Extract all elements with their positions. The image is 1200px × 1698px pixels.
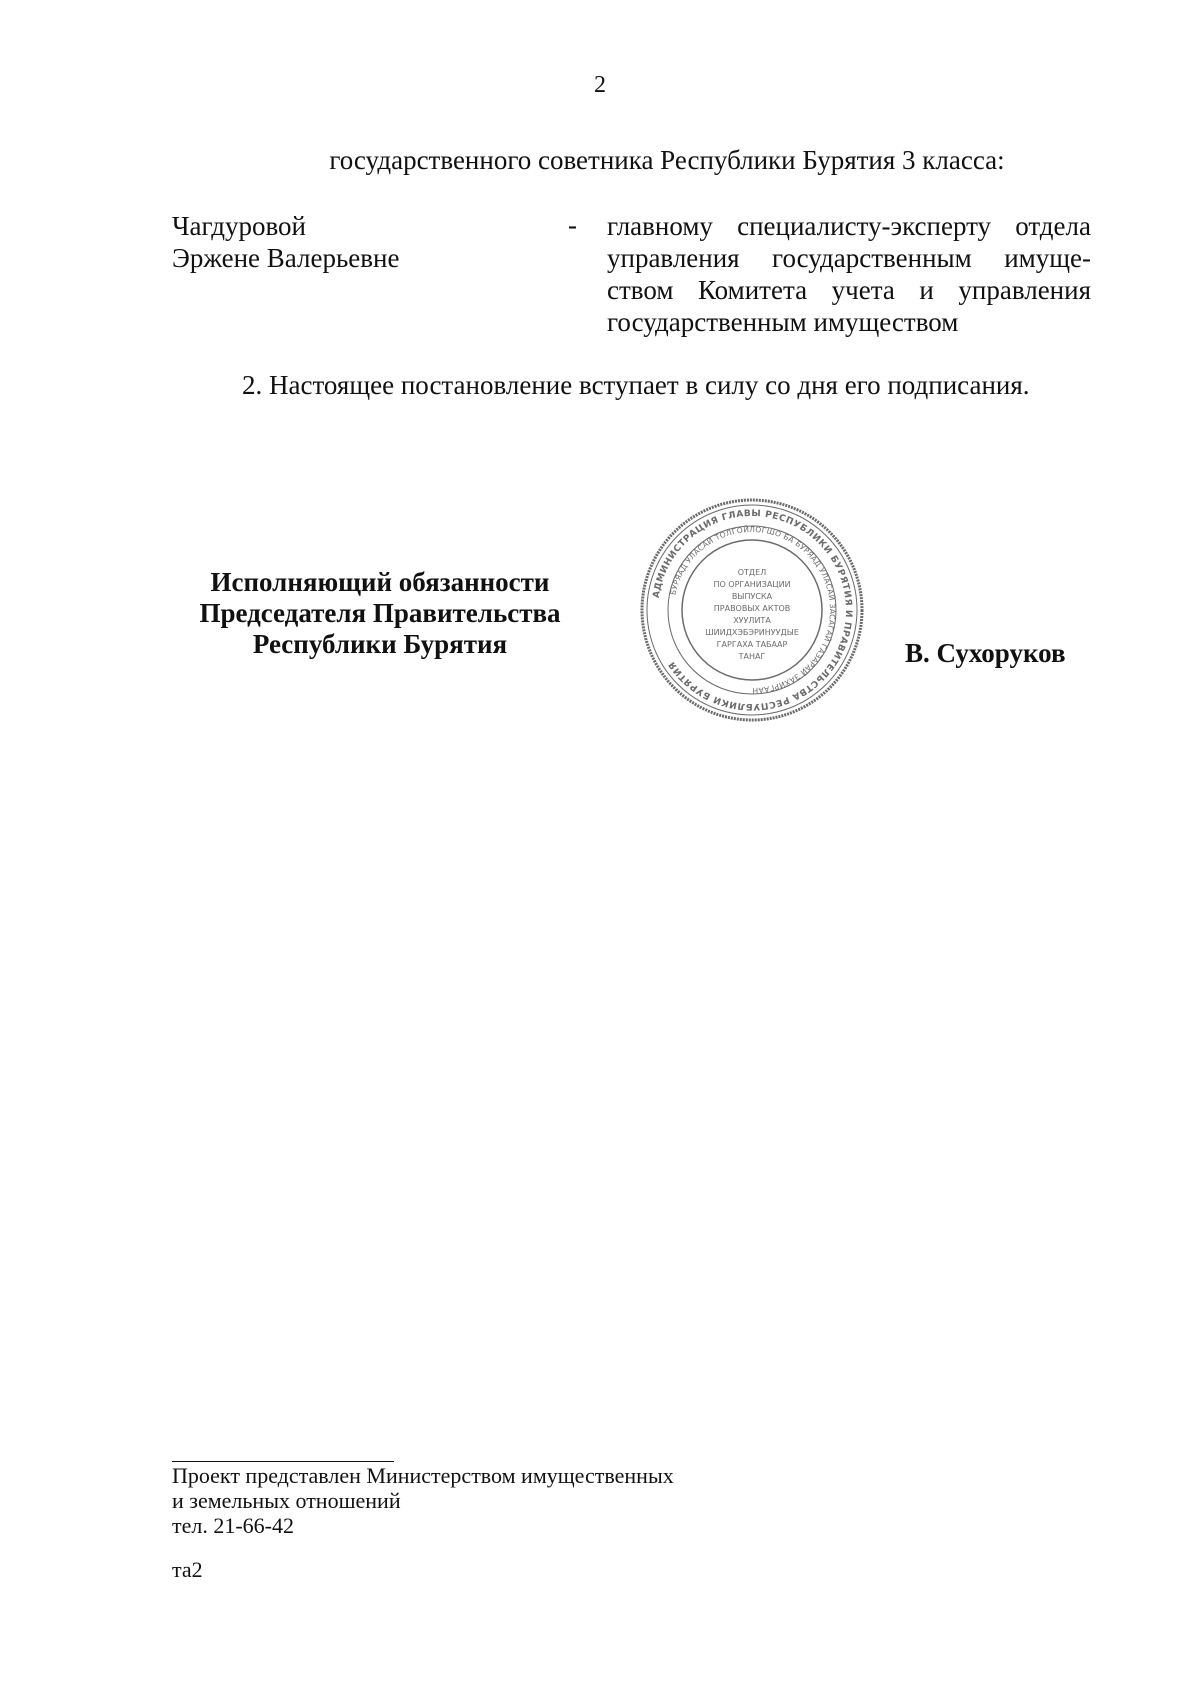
footnote-line: и земельных отношений — [172, 1488, 401, 1513]
footnote — [172, 1463, 674, 1538]
page-number: 2 — [594, 72, 606, 98]
seal-outer-text: АДМИНИСТРАЦИЯ ГЛАВЫ РЕСПУБЛИКИ БУРЯТИЯ И ПРАВИТЕЛЬСТВА РЕСПУБЛИКИ БУРЯТИЯ — [651, 508, 854, 712]
appointee-given-names: Эржене Валерьевне — [172, 243, 400, 273]
seal-center-line: ОТДЕЛ — [737, 568, 767, 577]
seal-center-line: ПО ОРГАНИЗАЦИИ — [713, 580, 791, 589]
position-line: ством Комитета учета и управления — [607, 275, 1091, 305]
position-line: управления государственным имуще- — [607, 243, 1091, 273]
seal-center-line: ВЫПУСКА — [731, 592, 773, 601]
seal-inner-text: БУРЯАД УЛАСАЙ ТОЛГОЙЛОГШО БА БУРЯАД УЛАСАЙ ЗАСАГАЙ ГАЗАРАЙ ЗАХИРГААН — [668, 524, 838, 696]
seal-center-line: ТАНАГ — [738, 652, 766, 661]
official-seal — [637, 495, 867, 725]
signatory-title-line: Исполняющий обязанности — [210, 567, 550, 597]
footnote-phone: тел. 21-66-42 — [172, 1513, 295, 1538]
footnote-line: Проект представлен Министерством имущественных — [172, 1463, 674, 1488]
seal-center-line: ХУУЛИТА — [733, 616, 771, 625]
seal-center-line: ШИИДХЭБЭРИНУУДЫЕ — [705, 628, 799, 637]
signatory-title-line: Республики Бурятия — [252, 629, 508, 659]
executor-code: та2 — [172, 1557, 203, 1582]
appointee-name — [172, 210, 399, 274]
seal-center-line: ГАРГАХА ТАБААР — [716, 640, 788, 649]
signatory-title-line: Председателя Правительства — [199, 598, 561, 628]
appointee-position — [607, 210, 1091, 338]
paragraph-2: 2. Настоящее постановление вступает в силу со дня его подписания. — [242, 370, 1030, 400]
seal-center-line: ПРАВОВЫХ АКТОВ — [713, 604, 791, 613]
appointee-dash: - — [568, 210, 577, 240]
rank-heading: государственного советника Республики Бурятия 3 класса: — [329, 145, 1005, 175]
position-line: государственным имуществом — [607, 307, 959, 337]
footnote-divider — [172, 1461, 394, 1462]
appointee-surname: Чагдуровой — [172, 211, 307, 241]
position-line: главному специалисту-эксперту отдела — [607, 211, 1091, 241]
signer-name: В. Сухоруков — [905, 638, 1066, 668]
signatory-title — [150, 567, 610, 660]
